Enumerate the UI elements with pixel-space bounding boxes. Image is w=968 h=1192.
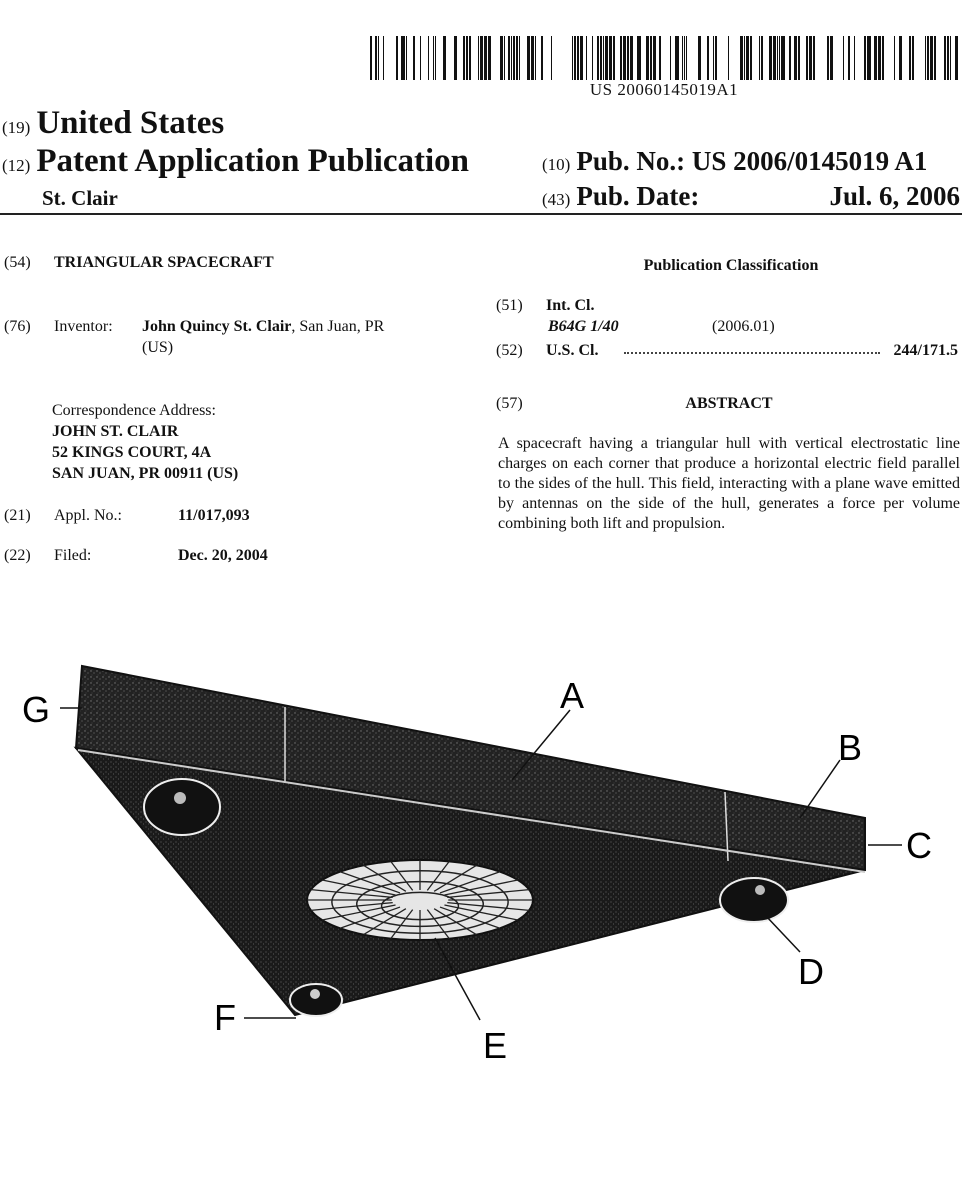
int-cl-field: [496, 295, 962, 337]
barcode-bar: [420, 36, 421, 80]
barcode-bar: [698, 36, 701, 80]
barcode-bar: [912, 36, 914, 80]
barcode-bar: [463, 36, 465, 80]
barcode-bar: [684, 36, 685, 80]
barcode-bar: [909, 36, 911, 80]
barcode-bar: [484, 36, 487, 80]
barcode-bar: [827, 36, 829, 80]
barcode-bar: [707, 36, 709, 80]
figure-label-b: B: [838, 727, 863, 768]
barcode-bar: [600, 36, 602, 80]
barcode-bar: [620, 36, 622, 80]
central-dome: [307, 860, 533, 940]
barcode-bar: [519, 36, 520, 80]
publication-kind-heading: [2, 143, 469, 180]
application-number-label: Appl. No.:: [54, 507, 122, 524]
barcode-bar: [761, 36, 763, 80]
patent-title: TRIANGULAR SPACECRAFT: [54, 254, 274, 271]
publication-kind: Patent Application Publication: [36, 143, 470, 179]
barcode-bar: [623, 36, 626, 80]
barcode-bar: [713, 36, 714, 80]
barcode-bar: [769, 36, 772, 80]
barcode-bar: [580, 36, 583, 80]
field-code: (21): [4, 507, 31, 524]
barcode-bar: [435, 36, 436, 80]
barcode-bar: [740, 36, 743, 80]
barcode-bar: [947, 36, 949, 80]
barcode-bar: [830, 36, 833, 80]
barcode-bar: [867, 36, 871, 80]
barcode-bar: [413, 36, 415, 80]
barcode-bar: [508, 36, 510, 80]
us-cl-value: 244/171.5: [893, 342, 958, 359]
int-cl-year: (2006.01): [712, 318, 775, 335]
barcode-bar: [934, 36, 936, 80]
barcode-bar: [535, 36, 536, 80]
application-number: 11/017,093: [178, 507, 250, 524]
barcode: [370, 36, 958, 80]
field-code: (57): [496, 395, 523, 412]
field-code: (22): [4, 547, 31, 564]
corner-pod-f: [290, 984, 342, 1016]
barcode-bar: [433, 36, 434, 80]
barcode-bar: [759, 36, 760, 80]
figure-label-e: E: [483, 1025, 508, 1066]
header-rule: [0, 213, 962, 215]
publication-classification-heading: Publication Classification: [643, 257, 819, 274]
barcode-bar: [406, 36, 407, 80]
barcode-bar: [682, 36, 683, 80]
pod-light: [174, 792, 186, 804]
inventor-location: , San Juan, PR: [291, 318, 385, 335]
address-line: JOHN ST. CLAIR: [52, 423, 179, 440]
barcode-bar: [637, 36, 641, 80]
barcode-bar: [659, 36, 661, 80]
us-cl-label: U.S. Cl.: [546, 342, 599, 359]
figure-label-f: F: [214, 997, 236, 1038]
barcode-bar: [773, 36, 776, 80]
country-heading: [2, 105, 224, 142]
pub-number: US 2006/0145019 A1: [691, 146, 928, 176]
barcode-bar: [370, 36, 372, 80]
abstract-text: A spacecraft having a triangular hull with vertical electrostatic line charges on each corner that produce a horizontal electric field parallel to the sides of the hull. This field, interacting with a plane wave emitted by antennas on the side of the hull, generates a force per volume combining both lift and propulsion.: [498, 435, 960, 532]
leader-line-d: [766, 916, 800, 952]
barcode-bar: [383, 36, 384, 80]
address-line: 52 KINGS COURT, 4A: [52, 444, 212, 461]
barcode-bar: [551, 36, 552, 80]
inventor-short: St. Clair: [42, 186, 118, 210]
barcode-bar: [809, 36, 812, 80]
barcode-bar: [605, 36, 608, 80]
barcode-bar: [613, 36, 615, 80]
correspondence-label: Correspondence Address:: [52, 402, 216, 419]
barcode-bar: [927, 36, 929, 80]
barcode-bar: [513, 36, 515, 80]
figure-label-a: A: [560, 675, 585, 716]
barcode-bar: [789, 36, 791, 80]
barcode-bar: [574, 36, 576, 80]
barcode-bar: [843, 36, 844, 80]
barcode-bar: [813, 36, 815, 80]
barcode-bar: [798, 36, 800, 80]
barcode-bar: [500, 36, 503, 80]
barcode-bar: [925, 36, 926, 80]
barcode-bar: [527, 36, 530, 80]
barcode-bar: [653, 36, 656, 80]
pub-date: Jul. 6, 2006: [829, 181, 960, 211]
barcode-bar: [480, 36, 483, 80]
barcode-bar: [541, 36, 543, 80]
barcode-bar: [715, 36, 717, 80]
barcode-bar: [577, 36, 579, 80]
barcode-bar: [516, 36, 518, 80]
barcode-bar: [630, 36, 633, 80]
abstract-heading: [496, 393, 962, 414]
barcode-bar: [603, 36, 604, 80]
barcode-bar: [944, 36, 946, 80]
field-code: (10): [542, 155, 571, 174]
barcode-bar: [670, 36, 671, 80]
barcode-bar: [627, 36, 629, 80]
barcode-bar: [874, 36, 877, 80]
pub-number-label: Pub. No.:: [576, 146, 686, 176]
corner-pod-d: [720, 878, 788, 922]
barcode-bar: [597, 36, 599, 80]
field-code: (52): [496, 342, 523, 359]
barcode-bar: [609, 36, 612, 80]
application-number-field: [4, 505, 250, 526]
abstract-title: ABSTRACT: [685, 395, 773, 412]
barcode-bar: [504, 36, 505, 80]
barcode-bar: [443, 36, 446, 80]
barcode-bar: [488, 36, 491, 80]
figure-label-g: G: [22, 689, 51, 730]
spacecraft-drawing: [0, 640, 968, 1080]
filed-date: Dec. 20, 2004: [178, 547, 268, 564]
barcode-bar: [478, 36, 479, 80]
barcode-bar: [744, 36, 745, 80]
int-cl-code: B64G 1/40: [548, 318, 619, 335]
barcode-bar: [779, 36, 780, 80]
corner-pod-g: [144, 779, 220, 835]
barcode-bar: [794, 36, 797, 80]
us-cl-field: [496, 340, 958, 361]
pub-number-line: [542, 146, 927, 177]
barcode-bar: [428, 36, 429, 80]
pub-date-label: Pub. Date:: [576, 181, 700, 211]
barcode-bar: [864, 36, 866, 80]
barcode-bar: [592, 36, 593, 80]
barcode-bar: [396, 36, 398, 80]
country: United States: [36, 105, 225, 141]
barcode-bar: [806, 36, 808, 80]
barcode-bar: [650, 36, 652, 80]
figure-label-c: C: [906, 825, 932, 866]
barcode-bar: [675, 36, 679, 80]
barcode-bar: [848, 36, 850, 80]
barcode-bar: [572, 36, 573, 80]
filed-label: Filed:: [54, 547, 92, 564]
barcode-bar: [750, 36, 752, 80]
leader-dots: [624, 352, 880, 354]
barcode-bar: [466, 36, 468, 80]
filed-field: [4, 545, 268, 566]
barcode-bar: [646, 36, 649, 80]
barcode-bar: [728, 36, 729, 80]
field-code: (43): [542, 190, 571, 209]
field-code: (12): [2, 156, 31, 175]
inventor-label: Inventor:: [54, 318, 113, 335]
barcode-bar: [469, 36, 471, 80]
barcode-bar: [899, 36, 902, 80]
barcode-bar: [777, 36, 778, 80]
barcode-bar: [878, 36, 881, 80]
field-code: (19): [2, 118, 31, 137]
pub-date-line: [542, 181, 960, 212]
inventor-name: John Quincy St. Clair: [142, 318, 292, 335]
field-code: (51): [496, 297, 523, 314]
pod-light: [755, 885, 765, 895]
barcode-bar: [586, 36, 587, 80]
barcode-bar: [854, 36, 855, 80]
barcode-bar: [511, 36, 512, 80]
inventor-country: (US): [142, 339, 174, 356]
barcode-bar: [375, 36, 377, 80]
barcode-bar: [882, 36, 884, 80]
barcode-bar: [686, 36, 687, 80]
barcode-bar: [746, 36, 749, 80]
barcode-bar: [894, 36, 895, 80]
correspondence-address: [52, 400, 412, 484]
barcode-bar: [955, 36, 958, 80]
figure-label-d: D: [798, 951, 824, 992]
barcode-bar: [378, 36, 379, 80]
address-line: SAN JUAN, PR 00911 (US): [52, 465, 239, 482]
barcode-bar: [781, 36, 785, 80]
barcode-bar: [950, 36, 951, 80]
title-field: [4, 252, 274, 273]
pod-light: [310, 989, 320, 999]
barcode-bar: [401, 36, 405, 80]
barcode-bar: [531, 36, 534, 80]
barcode-bar: [930, 36, 933, 80]
barcode-number: US 20060145019A1: [589, 80, 739, 99]
field-code: (54): [4, 254, 31, 271]
barcode-bar: [454, 36, 457, 80]
field-code: (76): [4, 318, 31, 335]
int-cl-label: Int. Cl.: [546, 297, 595, 314]
